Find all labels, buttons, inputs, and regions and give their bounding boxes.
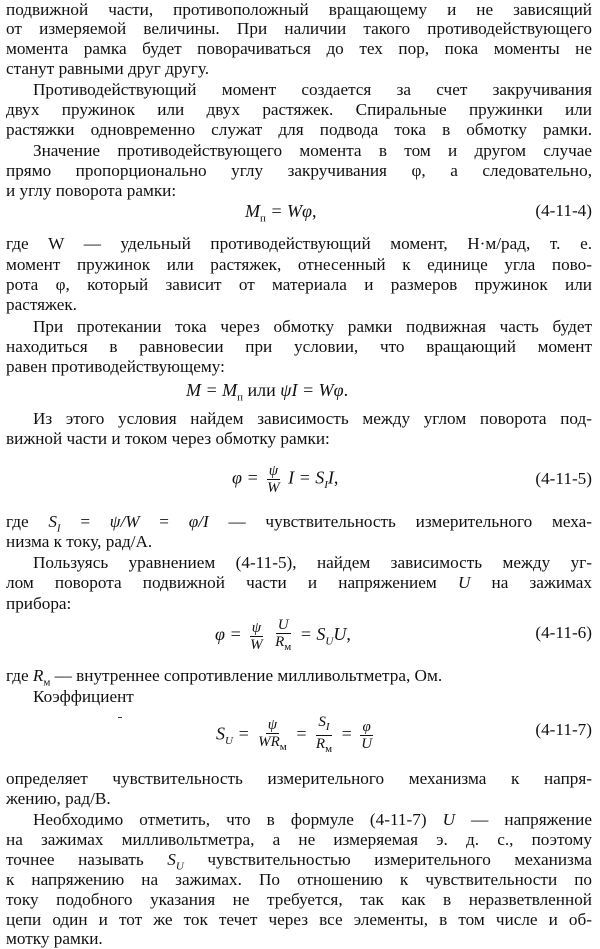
text-line: где $R_м$ — внутреннее сопротивление милливольтметра, Ом. — [6, 666, 443, 689]
text-line: жению, рад/В. — [6, 789, 111, 808]
text-line: на зажимах милливольтметра, а не измеряемая э. д. с., поэтому — [6, 830, 592, 849]
equation-number: (4-11-5) — [535, 469, 592, 488]
text-line: низма к току, рад/А. — [6, 532, 153, 551]
text-line: точнее называть $S_U$ чувствительностью измерительного механизма — [6, 850, 592, 873]
text-line: Пользуясь уравнением (4-11-5), найдем зависимость между уг- — [33, 553, 592, 572]
text-line: лом поворота подвижной части и напряжением U на зажимах — [6, 573, 592, 592]
text-line: Необходимо отметить, что в формуле (4-11-7) U — напряжение — [33, 810, 592, 829]
text-line: рота φ, который зависит от материала и размеров пружинок или — [6, 275, 592, 294]
equation-4-11-7: $S_U$ = $\frac{\psi}{WR_м}$ = $\frac{S_I}{R_м}$ = $\frac{\varphi}{U}$ — [216, 714, 373, 755]
text-line: где W — удельный противодействующий момент, Н·м/рад, т. е. — [6, 234, 592, 253]
text-line: Противодействующий момент создается за счет закручивания — [33, 80, 592, 99]
text-line: момента рамка будет поворачиваться до тех пор, пока моменты не — [6, 39, 592, 58]
text-line: подвижной части, противоположный вращающему и не зависящий — [6, 0, 592, 19]
equation-4-11-4: $M_п = W\varphi$, — [245, 201, 317, 225]
text-line: от измеряемой величины. При наличии такого противодействующего — [6, 19, 592, 38]
text-line: и углу поворота рамки: — [6, 181, 177, 200]
equation-number: (4-11-7) — [535, 720, 592, 739]
text-line: определяет чувствительность измерительного механизма к напря- — [6, 769, 592, 788]
text-line: двух пружинок или двух растяжек. Спиральные пружинки или — [6, 100, 592, 119]
equation-4-11-5: φ = $\frac{\psi}{W}$ $I = S_II$, — [232, 463, 339, 496]
text-line: станут равными друг другу. — [6, 59, 210, 78]
text-line: находиться в равновесии при условии, что вращающий момент — [6, 337, 592, 356]
text-line: к напряжению на зажимах. По отношению к чувствительности по — [6, 870, 592, 889]
text-line: току подобного указания не требуется, так как в неразветвленной — [6, 890, 592, 909]
text-line: прямо пропорционально углу закручивания φ, а следовательно, — [6, 161, 592, 180]
text-line: вижной части и током через обмотку рамки: — [6, 429, 330, 448]
text-line: Значение противодействующего момента в том и другом случае — [33, 141, 592, 160]
text-line: Коэффициент — [33, 687, 134, 706]
print-mark — [118, 717, 122, 718]
text-line: При протекании тока через обмотку рамки подвижная часть будет — [33, 317, 592, 336]
text-line: растяжек. — [6, 295, 77, 314]
equation-4-11-6: φ = $\frac{\psi}{W}$ $\frac{U}{R_м}$ = $S_UU$, — [215, 617, 351, 653]
text-line: растяжки одновременно служат для подвода тока в обмотку рамки. — [6, 120, 592, 139]
text-line: прибора: — [6, 594, 72, 613]
text-line: Из этого условия найдем зависимость между углом поворота под- — [33, 409, 592, 428]
text-line: мотку рамки. — [6, 929, 103, 948]
equation-equilibrium: $M = M_п$ или ψI = Wφ. — [186, 380, 349, 404]
text-line: равен противодействующему: — [6, 357, 225, 376]
text-line: цепи один и тот же ток течет через все элементы, в том числе и об- — [6, 910, 592, 929]
text-line: момент пружинок или растяжек, отнесенный к единице угла пово- — [6, 255, 592, 274]
text-line: где $S_I = \psi/W = \varphi/I$ — чувствительность измерительного меха- — [6, 512, 592, 535]
equation-number: (4-11-6) — [535, 623, 592, 642]
equation-number: (4-11-4) — [535, 201, 592, 220]
